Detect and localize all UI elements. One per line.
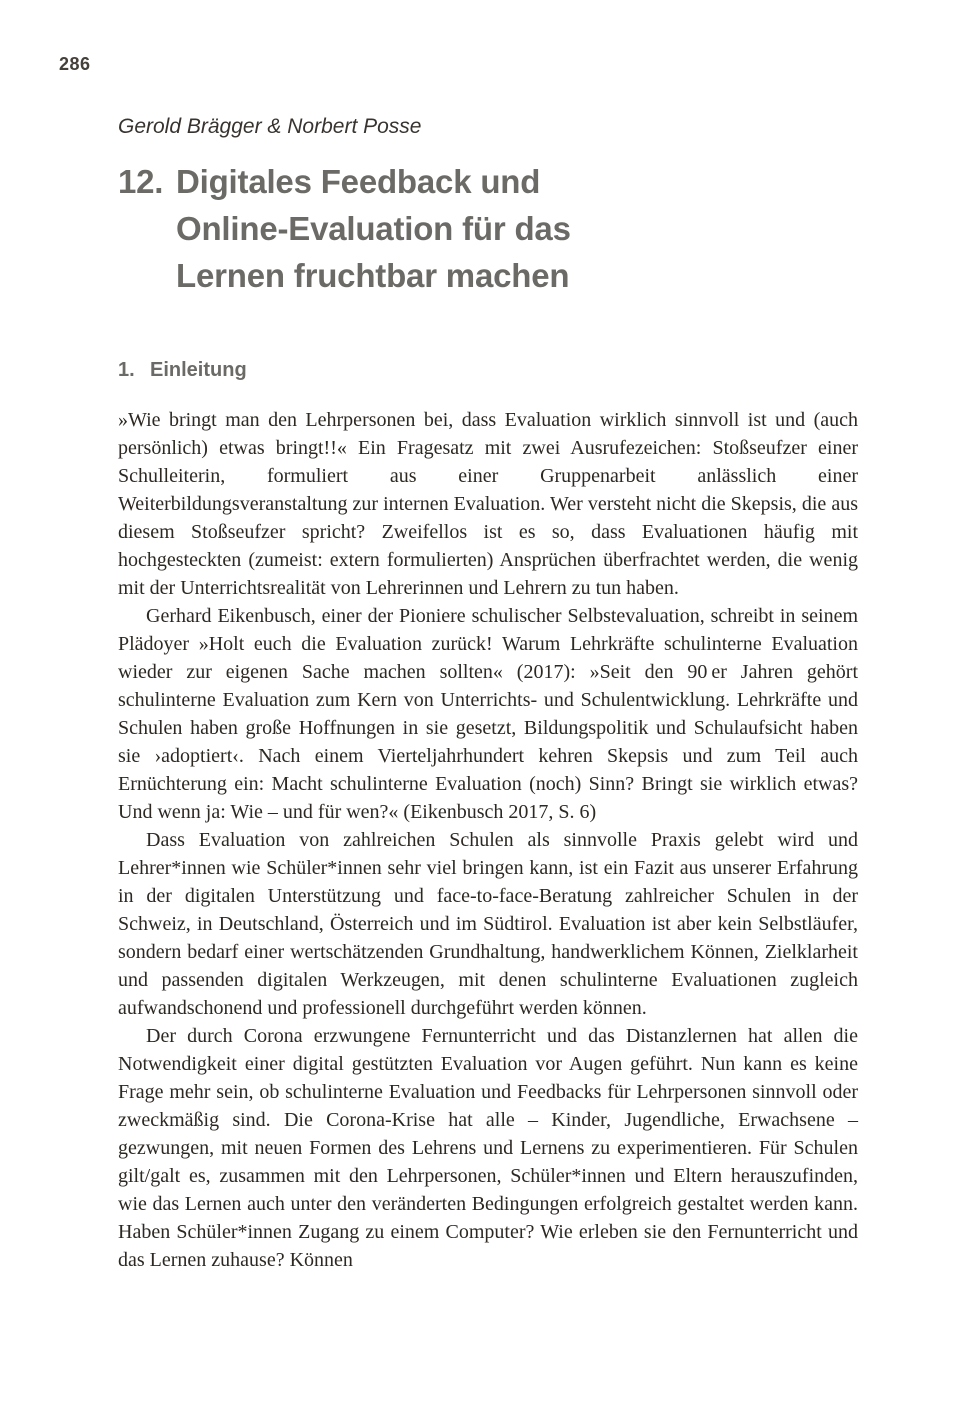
chapter-title-line-2: Online-Evaluation für das	[176, 210, 571, 247]
paragraph-2: Gerhard Eikenbusch, einer der Pioniere schulischer Selbstevaluation, schreibt in seinem Plädoyer »Holt euch die Evaluation zurück! Warum Lehrkräfte schulinterne Evaluation wieder zur eigenen Sache machen sollten« (2017): »Seit den 90 er Jahren gehört schulinterne Evaluation zum Kern von Unterrichts- und Schulentwicklung. Lehrkräfte und Schulen haben große Hoffnungen in sie gesetzt, Bildungspolitik und Schulaufsicht haben sie ›adoptiert‹. Nach einem Vierteljahrhundert kehren Skepsis und zum Teil auch Ernüchterung ein: Macht schulinterne Evaluation (noch) Sinn? Bringt sie wirklich etwas? Und wenn ja: Wie – und für wen?« (Eikenbusch 2017, S. 6)	[118, 605, 858, 823]
paragraph-1: »Wie bringt man den Lehrpersonen bei, dass Evaluation wirklich sinnvoll ist und (auch persönlich) etwas bringt!!« Ein Fragesatz mit zwei Ausrufezeichen: Stoßseufzer einer Schulleiterin, formuliert aus einer Gruppenarbeit anlässlich einer Weiterbildungsveranstaltung zur internen Evaluation. Wer versteht nicht die Skepsis, die aus diesem Stoßseufzer spricht? Zweifellos ist es so, dass Evaluationen häufig mit hochgesteckten (zumeist: extern formulierten) Ansprüchen überfrachtet werden, die wenig mit der Unterrichtsrealität von Lehrerinnen und Lehrern zu tun haben.	[118, 409, 858, 599]
paragraph-3: Dass Evaluation von zahlreichen Schulen als sinnvolle Praxis gelebt wird und Lehrer*innen wie Schüler*innen sehr viel bringen kann, ist ein Fazit aus unserer Erfahrung in der digitalen Unterstützung und face-to-face-Beratung zahlreicher Schulen in der Schweiz, in Deutschland, Österreich und im Südtirol. Evaluation ist aber kein Selbstläufer, sondern bedarf einer wertschätzenden Grundhaltung, handwerklichem Können, Zielklarheit und passenden digitalen Werkzeugen, mit denen schulinterne Evaluationen zugleich aufwandschonend und professionell durchgeführt werden können.	[118, 829, 858, 1019]
section-heading	[118, 356, 247, 384]
page-number: 286	[59, 54, 91, 74]
paragraph-4: Der durch Corona erzwungene Fernunterricht und das Distanzlernen hat allen die Notwendigkeit einer digital gestützten Evaluation vor Augen geführt. Nun kann es keine Frage mehr sein, ob schulinterne Evaluation und Feedbacks für Lehrpersonen sinnvoll oder zweckmäßig sind. Die Corona-Krise hat alle – Kinder, Jugendliche, Erwachsene – gezwungen, mit neuen Formen des Lehrens und Lernens zu experimentieren. Für Schulen gilt/galt es, zusammen mit den Lehrpersonen, Schüler*innen und Eltern herauszufinden, wie das Lernen auch unter den veränderten Bedingungen erfolgreich gestaltet werden kann. Haben Schüler*innen Zugang zu einem Computer? Wie erleben sie den Fernunterricht und das Lernen zuhause? Können	[118, 1025, 858, 1271]
chapter-title-line-3: Lernen fruchtbar machen	[176, 257, 570, 294]
chapter-title	[118, 158, 571, 299]
body-text	[118, 406, 858, 1274]
section-number: 1.	[118, 359, 135, 381]
author-line: Gerold Brägger & Norbert Posse	[118, 115, 422, 138]
chapter-title-line-1: Digitales Feedback und	[176, 163, 541, 200]
chapter-number: 12.	[118, 163, 164, 200]
chapter-title-lines	[176, 158, 571, 299]
section-title: Einleitung	[150, 359, 247, 381]
